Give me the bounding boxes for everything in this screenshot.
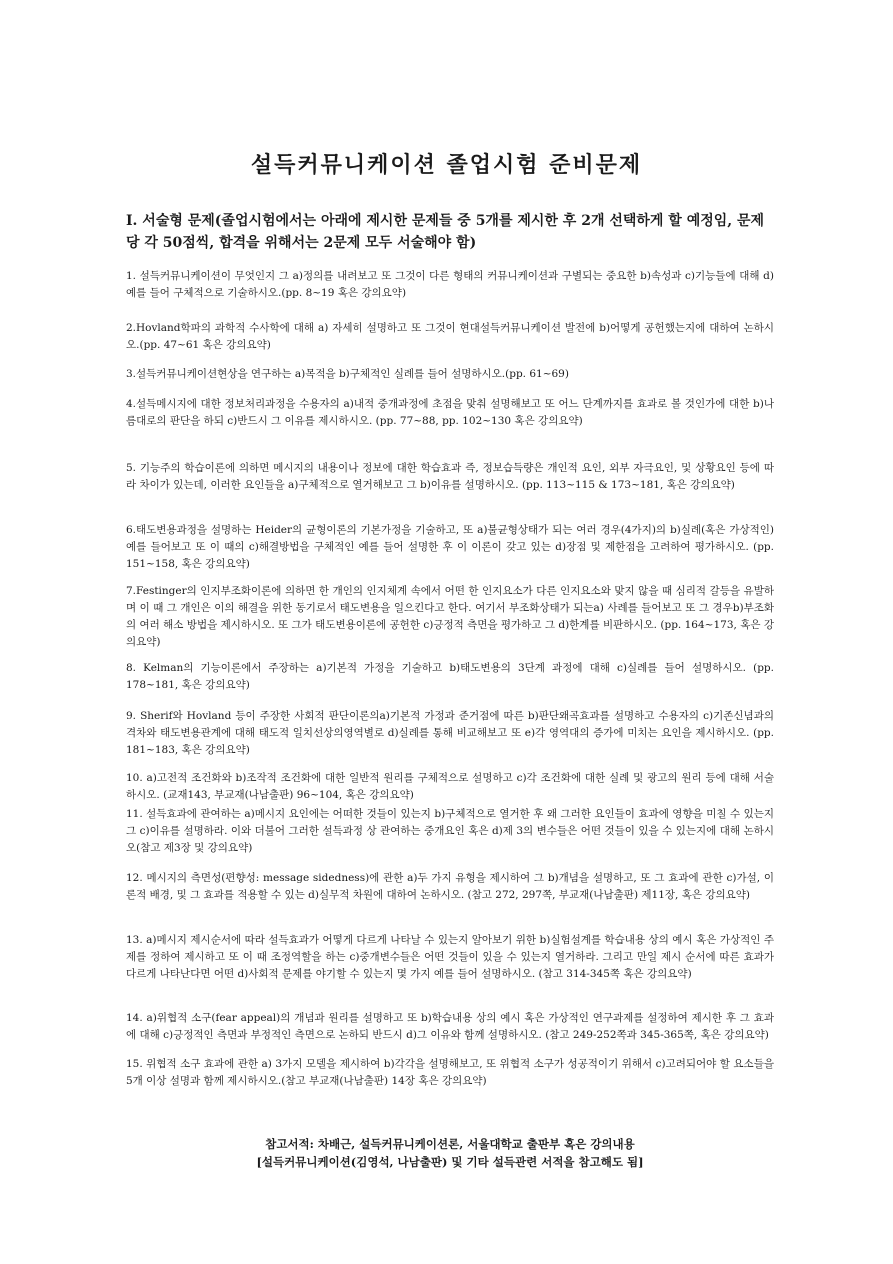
question-12: 12. 메시지의 측면성(편향성: message sidedness)에 관한 a)두 가지 유형을 제시하여 그 b)개념을 설명하고, 또 그 효과에 관한 c)가설, 이론적 배경, 및 그 효과를 적용할 수 있는 d)실무적 차원에 대하여 논하시오. (참고 272, 297쪽, 부교재(나남출판) 제11장, 혹은 강의요약) (126, 872, 774, 901)
question-14: 14. a)위협적 소구(fear appeal)의 개념과 원리를 설명하고 또 b)학습내용 상의 예시 혹은 가상적인 연구과제를 설정하여 제시한 후 그 효과에 대해 c)긍정적인 측면과 부정적인 측면으로 논하되 반드시 d)그 이유와 함께 설명하시오. (참고 249-252쪽과 345-365쪽, 혹은 강의요약) (126, 1012, 774, 1041)
question-4: 4.설득메시지에 대한 정보처리과정을 수용자의 a)내적 중개과정에 초점을 맞춰 설명해보고 또 어느 단계까지를 효과로 볼 것인가에 대한 b)나름대로의 판단을 하되 c)반드시 그 이유를 제시하시오. (pp. 77~88, pp. 102~130 혹은 강의요약) (126, 398, 774, 427)
question-8: 8. Kelman의 기능이론에서 주장하는 a)기본적 가정을 기술하고 b)태도변용의 3단계 과정에 대해 c)실례를 들어 설명하시오. (pp. 178~181, 혹은 강의요약) (126, 662, 774, 691)
question-5: 5. 기능주의 학습이론에 의하면 메시지의 내용이나 정보에 대한 학습효과 즉, 정보습득량은 개인적 요인, 외부 자극요인, 및 상황요인 등에 따라 차이가 있는데, 이러한 요인들을 a)구체적으로 열거해보고 그 b)이유를 설명하시오. (pp. 113~115 & 173~181, 혹은 강의요약) (126, 462, 774, 491)
section-intro: I. 서술형 문제(졸업시험에서는 아래에 제시한 문제들 중 5개를 제시한 후 2개 선택하게 할 예정임, 문제 당 각 50점씩, 합격을 위해서는 2문제 모두 서술해야 함) (126, 213, 765, 251)
question-6: 6.태도변용과정을 설명하는 Heider의 균형이론의 기본가정을 기술하고, 또 a)불균형상태가 되는 여러 경우(4가지)의 b)실례(혹은 가상적인) 예를 들어보고 또 이 때의 c)해결방법을 구체적인 예를 들어 설명한 후 이 이론이 갖고 있는 d)장점 및 제한점을 고려하여 평가하시오. (pp. 151~158, 혹은 강의요약) (126, 524, 774, 570)
question-13: 13. a)메시지 제시순서에 따라 설득효과가 어떻게 다르게 나타날 수 있는지 알아보기 위한 b)실험설계를 학습내용 상의 예시 혹은 가상적인 주제를 정하여 제시하고 또 이 때 조정역할을 하는 c)중개변수들은 어떤 것들이 있을 수 있는지 열거하라. 그리고 만일 제시 순서에 따른 효과가 다르게 나타난다면 어떤 d)사회적 문제를 야기할 수 있는지 몇 가지 예를 들어 설명하시오. (참고 314-345쪽 혹은 강의요약) (126, 934, 774, 980)
reference-line-1: 참고서적: 차배근, 설득커뮤니케이션론, 서울대학교 출판부 혹은 강의내용 (265, 1137, 635, 1151)
question-11: 11. 설득효과에 관여하는 a)메시지 요인에는 어떠한 것들이 있는지 b)구체적으로 열거한 후 왜 그러한 요인들이 효과에 영향을 미칠 수 있는지 그 c)이유를 설명하라. 이와 더불어 그러한 설득과정 상 관여하는 중개요인 혹은 d)제 3의 변수들은 어떤 것들이 있을 수 있는지에 대해 논하시오(참고 제3장 및 강의요약) (126, 808, 774, 854)
question-15: 15. 위협적 소구 효과에 관한 a) 3가지 모델을 제시하여 b)각각을 설명해보고, 또 위협적 소구가 성공적이기 위해서 c)고려되어야 할 요소들을 5개 이상 설명과 함께 제시하시오.(참고 부교재(나남출판) 14장 혹은 강의요약) (126, 1058, 774, 1087)
question-3: 3.설득커뮤니케이션현상을 연구하는 a)목적을 b)구체적인 실례를 들어 설명하시오.(pp. 61~69) (126, 368, 569, 380)
question-10: 10. a)고전적 조건화와 b)조작적 조건화에 대한 일반적 원리를 구체적으로 설명하고 c)각 조건화에 대한 실례 및 광고의 원리 등에 대해 서술하시오. (교재143, 부교재(나남출판) 96~104, 혹은 강의요약) (126, 772, 774, 801)
question-1: 1. 설득커뮤니케이션이 무엇인지 그 a)정의를 내려보고 또 그것이 다른 형태의 커뮤니케이션과 구별되는 중요한 b)속성과 c)기능들에 대해 d)예를 들어 구체적으로 기술하시오.(pp. 8~19 혹은 강의요약) (126, 270, 774, 299)
reference-line-2: [설득커뮤니케이션(김영석, 나남출판) 및 기타 설득관련 서적을 참고해도 됨] (256, 1155, 644, 1169)
page-title: 설득커뮤니케이션 졸업시험 준비문제 (250, 152, 643, 178)
references (126, 1135, 774, 1171)
question-9: 9. Sherif와 Hovland 등이 주장한 사회적 판단이론의a)기본적 가정과 준거점에 따른 b)판단왜곡효과를 설명하고 수용자의 c)기존신념과의 격차와 태도변용관계에 대해 태도적 일치선상의영역별로 d)실례를 통해 비교해보고 또 e)각 영역대의 증가에 미치는 요인을 제시하시오. (pp. 181~183, 혹은 강의요약) (126, 710, 774, 756)
question-7: 7.Festinger의 인지부조화이론에 의하면 한 개인의 인지체계 속에서 어떤 한 인지요소가 다른 인지요소와 맞지 않을 때 심리적 갈등을 유발하며 이 때 그 개인은 이의 해결을 위한 동기로서 태도변용을 일으킨다고 한다. 여기서 부조화상태가 되는a) 사례를 들어보고 또 그 경우b)부조화의 여러 해소 방법을 제시하시오. 또 그가 태도변용이론에 공헌한 c)긍정적 측면을 평가하고 그 d)한계를 비판하시오. (pp. 164~173, 혹은 강의요약) (126, 585, 774, 648)
question-2: 2.Hovland학파의 과학적 수사학에 대해 a) 자세히 설명하고 또 그것이 현대설득커뮤니케이션 발전에 b)어떻게 공헌했는지에 대하여 논하시오.(pp. 47~61 혹은 강의요약) (126, 322, 774, 351)
